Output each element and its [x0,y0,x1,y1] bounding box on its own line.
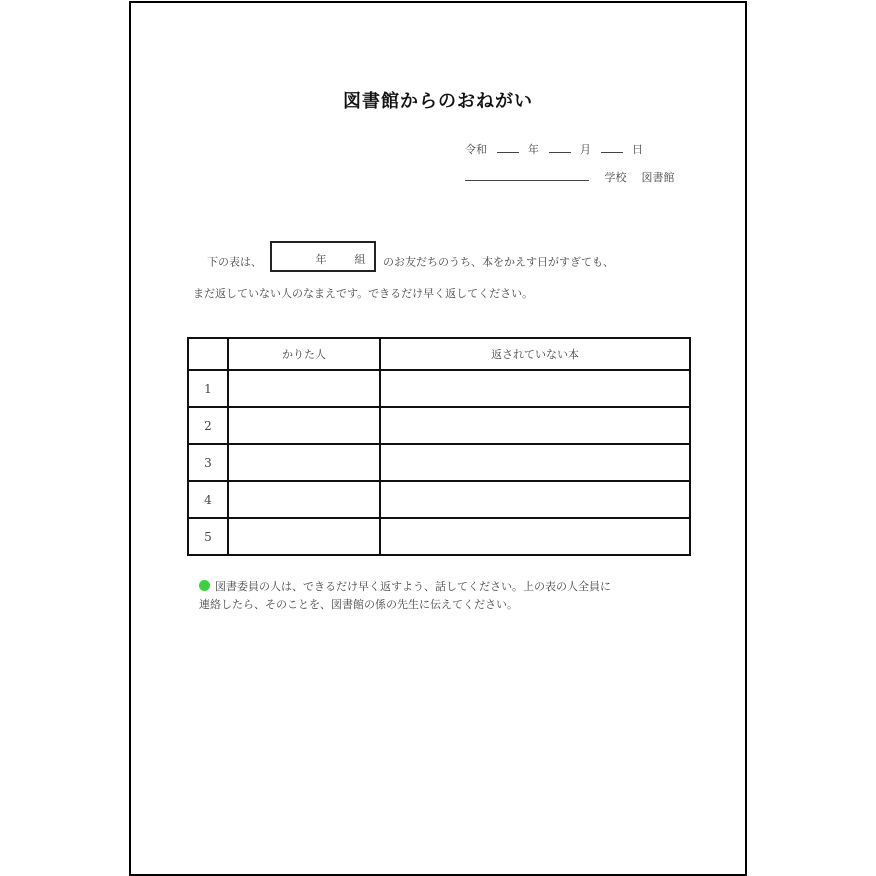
intro-paragraph-line1 [207,251,614,272]
month-blank [549,142,571,153]
date-era: 令和 [465,143,487,156]
table-header-number [188,338,228,370]
borrower-cell [228,518,380,555]
note-block [199,578,611,614]
book-cell [380,370,690,407]
green-bullet-icon [199,580,210,591]
book-cell [380,407,690,444]
date-day-label: 日 [632,143,643,156]
class-group-label: 組 [354,253,366,266]
borrower-cell [228,370,380,407]
note-line2: 連絡したら、そのことを、図書館の係の先生に伝えてください。 [199,598,518,611]
table-header-book: 返されていない本 [380,338,690,370]
book-cell [380,518,690,555]
note-line1-wrap [199,578,611,596]
date-line [465,141,643,157]
borrower-cell [228,481,380,518]
book-cell [380,444,690,481]
row-number: 2 [188,407,228,444]
intro-text: 下の表は、 [207,255,262,269]
year-blank [497,142,519,153]
borrower-cell [228,407,380,444]
intro-rest-text: のお友だちのうち、本をかえす日がすぎても、 [383,255,614,269]
school-line [465,169,675,185]
school-label: 学校 [604,171,627,184]
table-row [188,370,690,407]
school-name-blank [465,170,589,181]
row-number: 5 [188,518,228,555]
intro-paragraph-line2: まだ返していない人のなまえです。できるだけ早く返してください。 [193,287,534,300]
class-year-label: 年 [315,253,327,266]
table-row [188,444,690,481]
row-number: 3 [188,444,228,481]
overdue-table [187,337,691,556]
table-header-row [188,338,690,370]
table-header-borrower: かりた人 [228,338,380,370]
class-box [270,241,376,272]
borrower-cell [228,444,380,481]
day-blank [601,142,623,153]
row-number: 4 [188,481,228,518]
table-row [188,407,690,444]
table-row [188,481,690,518]
note-line1: 図書委員の人は、できるだけ早く返すよう、話してください。上の表の人全員に [215,580,611,593]
date-year-label: 年 [528,143,539,156]
page-title: 図書館からのおねがい [343,91,533,112]
date-month-label: 月 [580,143,591,156]
document-page [129,1,747,876]
row-number: 1 [188,370,228,407]
library-label: 図書館 [641,171,675,184]
book-cell [380,481,690,518]
table-row [188,518,690,555]
